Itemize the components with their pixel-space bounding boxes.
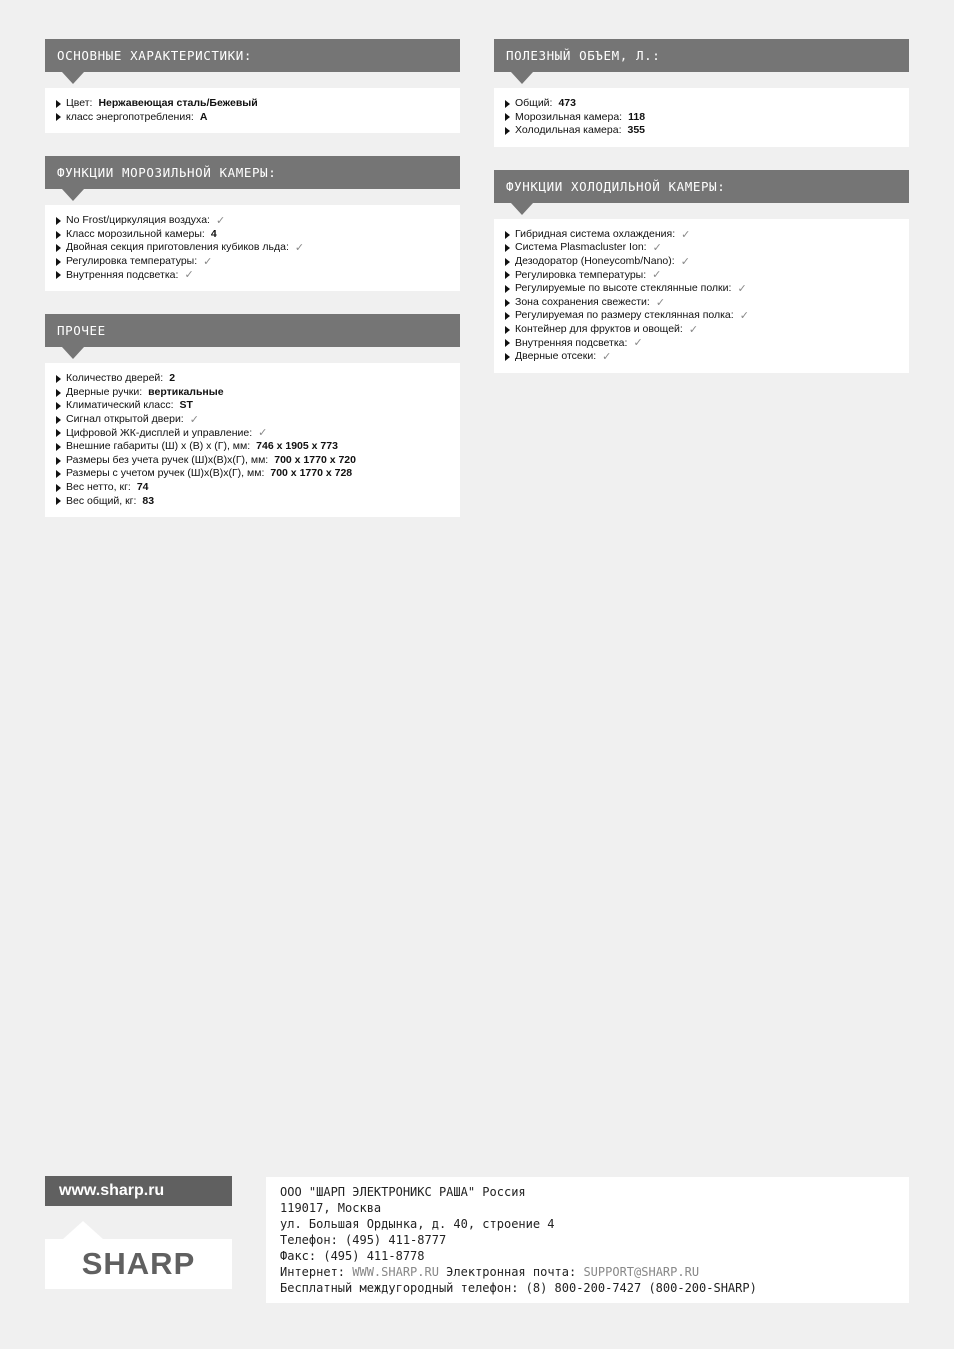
- spec-row: [505, 228, 909, 242]
- spec-label: Сигнал открытой двери:: [66, 412, 184, 425]
- bullet-icon: [56, 470, 61, 478]
- spec-value: 746 x 1905 x 773: [256, 440, 338, 453]
- check-icon: ✓: [189, 413, 199, 426]
- bullet-icon: [505, 258, 510, 266]
- bullet-icon: [505, 244, 510, 252]
- spec-row: [56, 399, 460, 413]
- contact-block: [266, 1177, 909, 1303]
- spec-row: [56, 269, 460, 283]
- right-column: [494, 39, 909, 396]
- bullet-icon: [56, 258, 61, 266]
- spec-row: [56, 413, 460, 427]
- spec-value: 473: [558, 97, 576, 109]
- bullet-icon: [56, 389, 61, 397]
- check-icon: ✓: [737, 282, 747, 295]
- email-label: Электронная почта:: [438, 1265, 584, 1279]
- spec-row: [56, 481, 460, 495]
- spec-row: [505, 255, 909, 269]
- spec-label: Цвет:: [66, 97, 93, 109]
- spec-row: [505, 241, 909, 255]
- spec-row: [505, 97, 909, 111]
- spec-value: ST: [179, 399, 193, 412]
- spec-label: Размеры без учета ручек (Ш)х(В)х(Г), мм:: [66, 453, 269, 466]
- spec-value: 700 x 1770 x 728: [270, 467, 353, 480]
- bullet-icon: [505, 312, 510, 320]
- bullet-icon: [505, 353, 510, 361]
- sharp-logo: [45, 1239, 232, 1289]
- check-icon: ✓: [652, 242, 662, 255]
- spec-label: Контейнер для фруктов и овощей:: [515, 322, 683, 335]
- spec-row: [56, 214, 460, 228]
- internet-label: Интернет:: [280, 1265, 353, 1279]
- spec-row: [505, 282, 909, 296]
- bullet-icon: [56, 443, 61, 451]
- bullet-icon: [56, 416, 61, 424]
- spec-row: [56, 241, 460, 255]
- address-city: 119017, Москва: [280, 1201, 382, 1215]
- spec-label: Холодильная камера:: [515, 124, 622, 137]
- spec-row: [505, 350, 909, 364]
- spec-label: Зона сохранения свежести:: [515, 295, 650, 308]
- bullet-icon: [56, 497, 61, 505]
- spec-value: 2: [169, 372, 176, 385]
- spec-row: [505, 124, 909, 138]
- check-icon: ✓: [655, 296, 666, 309]
- fax: Факс: (495) 411-8778: [280, 1249, 425, 1263]
- spec-list: [45, 205, 460, 291]
- spec-row: [505, 323, 909, 337]
- bullet-icon: [505, 100, 510, 108]
- bullet-icon: [56, 244, 61, 252]
- spec-label: Внутренняя подсветка:: [515, 336, 628, 349]
- spec-label: Климатический класс:: [66, 399, 174, 412]
- bullet-icon: [56, 484, 61, 492]
- bullet-icon: [505, 339, 510, 347]
- spec-row: [56, 440, 460, 454]
- bullet-icon: [56, 375, 61, 383]
- spec-label: Общий:: [515, 97, 553, 109]
- spec-label: No Frost/циркуляция воздуха:: [66, 214, 210, 227]
- bullet-icon: [56, 457, 61, 465]
- check-icon: ✓: [652, 269, 662, 282]
- spec-label: Внутренняя подсветка:: [66, 268, 179, 281]
- company-name: ООО "ШАРП ЭЛЕКТРОНИКС РАША" Россия: [280, 1185, 526, 1199]
- section-main: [45, 39, 460, 133]
- email-link[interactable]: SUPPORT@SHARP.RU: [583, 1265, 700, 1279]
- spec-label: Дверные ручки:: [66, 385, 143, 398]
- spec-row: [505, 296, 909, 310]
- spec-value: Нержавеющая сталь/Бежевый: [98, 97, 258, 109]
- check-icon: ✓: [184, 269, 194, 282]
- spec-row: [56, 372, 460, 386]
- spec-row: [56, 495, 460, 509]
- spec-row: [505, 337, 909, 351]
- section-title: ФУНКЦИИ МОРОЗИЛЬНОЙ КАМЕРЫ:: [45, 156, 460, 189]
- section-title: ПОЛЕЗНЫЙ ОБЪЕМ, Л.:: [494, 39, 909, 72]
- bullet-icon: [505, 127, 510, 135]
- spec-value: 83: [142, 494, 155, 507]
- left-column: [45, 39, 460, 540]
- internet-link[interactable]: WWW.SHARP.RU: [352, 1265, 439, 1279]
- spec-label: Цифровой ЖК-дисплей и управление:: [66, 426, 253, 439]
- spec-label: Морозильная камера:: [515, 110, 623, 123]
- check-icon: ✓: [258, 427, 268, 440]
- spec-value: 4: [210, 227, 217, 240]
- spec-value: A: [199, 110, 208, 123]
- spec-value: вертикальные: [148, 385, 224, 398]
- section-title: ФУНКЦИИ ХОЛОДИЛЬНОЙ КАМЕРЫ:: [494, 170, 909, 203]
- bullet-icon: [56, 429, 61, 437]
- spec-label: Вес нетто, кг:: [66, 480, 131, 493]
- spec-label: Вес общий, кг:: [66, 494, 137, 507]
- check-icon: ✓: [602, 350, 612, 363]
- bullet-icon: [505, 231, 510, 239]
- spec-row: [56, 255, 460, 269]
- check-icon: ✓: [215, 214, 226, 227]
- spec-row: [56, 386, 460, 400]
- section-freezer: [45, 156, 460, 291]
- spec-label: Регулируемые по высоте стеклянные полки:: [515, 282, 732, 295]
- section-title: ОСНОВНЫЕ ХАРАКТЕРИСТИКИ:: [45, 39, 460, 72]
- check-icon: ✓: [688, 323, 699, 336]
- spec-label: Гибридная система охлаждения:: [515, 227, 676, 240]
- check-icon: ✓: [203, 255, 213, 268]
- check-icon: ✓: [739, 310, 749, 323]
- spec-label: Двойная секция приготовления кубиков льда:: [66, 241, 289, 254]
- section-volume: [494, 39, 909, 147]
- check-icon: ✓: [680, 255, 690, 268]
- spec-list: [494, 88, 909, 147]
- spec-row: [505, 309, 909, 323]
- spec-row: [505, 269, 909, 283]
- phone: Телефон: (495) 411-8777: [280, 1233, 447, 1247]
- spec-row: [505, 111, 909, 125]
- spec-label: Количество дверей:: [66, 372, 164, 385]
- free-phone: Бесплатный междугородный телефон: (8) 800-200-7427 (800-200-SHARP): [280, 1281, 757, 1295]
- spec-value: 118: [628, 110, 646, 123]
- spec-label: Класс морозильной камеры:: [66, 227, 205, 240]
- website-link[interactable]: www.sharp.ru: [45, 1176, 232, 1206]
- spec-label: Размеры с учетом ручек (Ш)х(В)х(Г), мм:: [66, 467, 265, 480]
- bullet-icon: [505, 299, 510, 307]
- internet-line: [280, 1264, 895, 1280]
- bullet-icon: [505, 113, 510, 121]
- check-icon: ✓: [681, 228, 691, 241]
- section-title: ПРОЧЕЕ: [45, 314, 460, 347]
- check-icon: ✓: [633, 337, 643, 350]
- spec-label: класс энергопотребления:: [66, 110, 194, 123]
- logo-text: SHARP: [81, 1246, 196, 1281]
- spec-label: Регулировка температуры:: [515, 268, 647, 281]
- bullet-icon: [56, 113, 61, 121]
- spec-label: Регулируемая по размеру стеклянная полка:: [515, 309, 734, 322]
- bullet-icon: [56, 271, 61, 279]
- spec-row: [56, 97, 460, 111]
- address-street: ул. Большая Ордынка, д. 40, строение 4: [280, 1217, 555, 1231]
- section-other: [45, 314, 460, 517]
- spec-list: [45, 363, 460, 517]
- bullet-icon: [505, 271, 510, 279]
- spec-label: Внешние габариты (Ш) х (В) х (Г), мм:: [66, 440, 251, 453]
- spec-row: [56, 427, 460, 441]
- spec-list: [45, 88, 460, 133]
- spec-row: [56, 228, 460, 242]
- bullet-icon: [56, 217, 61, 225]
- bullet-icon: [505, 285, 510, 293]
- spec-label: Регулировка температуры:: [66, 254, 198, 267]
- bullet-icon: [56, 100, 61, 108]
- bullet-icon: [56, 231, 61, 239]
- spec-label: Дезодоратор (Honeycomb/Nano):: [515, 254, 675, 267]
- section-fridge: [494, 170, 909, 373]
- bullet-icon: [56, 402, 61, 410]
- check-icon: ✓: [294, 242, 305, 255]
- spec-label: Система Plasmacluster Ion:: [515, 241, 647, 254]
- bullet-icon: [505, 326, 510, 334]
- spec-value: 700 x 1770 x 720: [274, 453, 356, 466]
- spec-value: 74: [136, 480, 149, 493]
- spec-value: 355: [627, 124, 646, 137]
- spec-list: [494, 219, 909, 373]
- spec-row: [56, 454, 460, 468]
- spec-row: [56, 111, 460, 125]
- spec-label: Дверные отсеки:: [515, 350, 597, 363]
- spec-row: [56, 467, 460, 481]
